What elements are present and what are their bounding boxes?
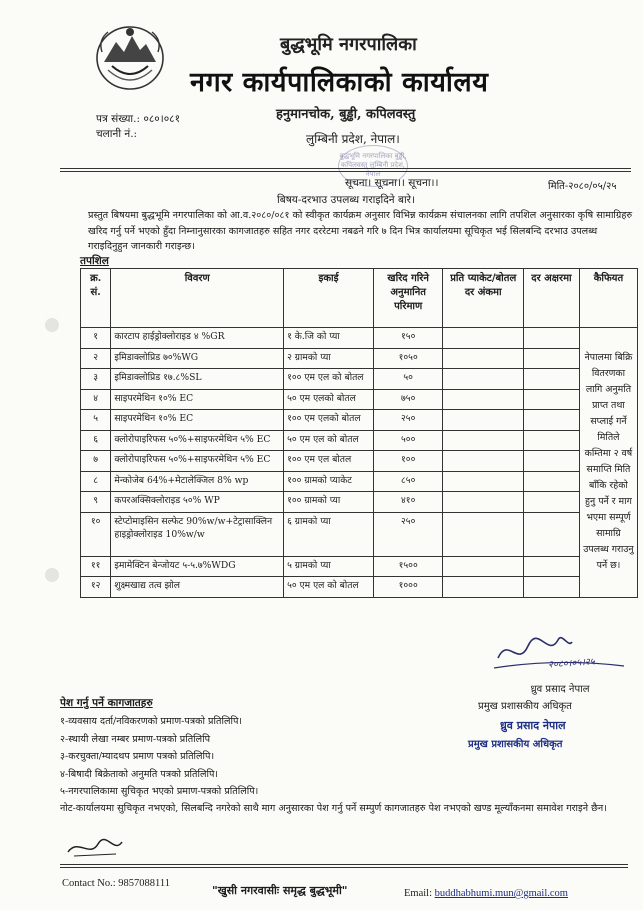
cell-description: कारटाप हाईड्रोक्लोराइड ४ %GR xyxy=(111,328,284,349)
cell-quantity: १००० xyxy=(373,577,443,598)
cell-description: इमिडाक्लोप्रिड १७.८%SL xyxy=(111,369,284,390)
list-item: ५-नगरपालिकामा सुचिकृत भएको प्रमाण-पत्रको प्रतिलिपि। xyxy=(60,786,259,797)
cell-sn: ८ xyxy=(81,471,111,492)
email-label: Email: xyxy=(404,888,432,899)
header-divider xyxy=(60,168,631,169)
cell-rate-figures xyxy=(443,389,524,410)
table-header-row xyxy=(81,269,638,328)
cell-unit: १ के.जि को प्या xyxy=(284,328,374,349)
cell-rate-words xyxy=(524,348,580,369)
table-row xyxy=(81,410,638,431)
col-quantity: खरिद गरिने अनुमानित परिमाण xyxy=(373,269,443,328)
notice-date: मिति-२०८०/०५/२५ xyxy=(548,181,617,192)
signatory-stamp-title: प्रमुख प्रशासकीय अधिकृत xyxy=(468,739,563,750)
cell-rate-words xyxy=(524,471,580,492)
province-name: लुम्बिनी प्रदेश, नेपाल। xyxy=(306,132,400,146)
table-row xyxy=(81,369,638,390)
col-description: विवरण xyxy=(111,269,284,328)
punch-hole xyxy=(45,568,59,582)
col-sn: क्र. सं. xyxy=(81,269,111,328)
cell-unit: १०० एम एलको बोतल xyxy=(284,410,374,431)
cell-rate-figures xyxy=(443,410,524,431)
cell-description: स्टेप्टोमाइसिन सल्फेट 90%w/w+टेट्रासाक्लिन हाइड्रोक्लोराइड 10%w/w xyxy=(111,512,284,556)
nepal-emblem-icon xyxy=(94,22,166,92)
signatory-title: प्रमुख प्रशासकीय अधिकृत xyxy=(478,701,572,712)
cell-rate-figures xyxy=(443,471,524,492)
col-remarks: कैफियत xyxy=(579,269,637,328)
cell-sn: ९ xyxy=(81,492,111,513)
cell-rate-words xyxy=(524,577,580,598)
documents-list xyxy=(60,713,258,801)
cell-quantity: ५० xyxy=(373,369,443,390)
cell-description: साइपरमेथिन १०% EC xyxy=(111,389,284,410)
cell-quantity: ७५० xyxy=(373,389,443,410)
cell-description: कपरअक्सिक्लोराइड ५०% WP xyxy=(111,492,284,513)
items-table xyxy=(80,268,638,598)
cell-quantity: १५०० xyxy=(373,556,443,577)
cell-remarks: नेपालमा बिक्रि वितरणका लागि अनुमति प्राप्त तथा सप्लाई गर्ने मितिले कम्तिमा २ वर्ष समाप्ति मिति बाँकि रहेको हुनु पर्ने र माग भएमा सम्पूर्ण सामाग्रि उपलब्ध गराउनु पर्ने छ। xyxy=(579,328,637,598)
cell-unit: ५० एम एल को बोतल xyxy=(284,430,374,451)
cell-description: शुक्ष्मखाद्य तत्व झोल xyxy=(111,577,284,598)
cell-quantity: ८५० xyxy=(373,471,443,492)
cell-unit: १०० ग्रामको प्याकेट xyxy=(284,471,374,492)
cell-rate-words xyxy=(524,389,580,410)
patra-sankhya: पत्र संख्या.: ०८०।०८१ xyxy=(96,113,181,125)
cell-rate-figures xyxy=(443,369,524,390)
cell-sn: ६ xyxy=(81,430,111,451)
list-item: ३-करचुक्ता/म्यादथप प्रमाण पत्रको प्रतिलिपि। xyxy=(60,751,215,762)
cell-rate-figures xyxy=(443,556,524,577)
cell-unit: ५० एम एलको बोतल xyxy=(284,389,374,410)
table-row xyxy=(81,430,638,451)
tapsil-heading: तपशिल xyxy=(80,255,109,267)
cell-rate-words xyxy=(524,410,580,431)
list-item: ४-बिषादी बिक्रेताको अनुमति पत्रको प्रतिलिपि। xyxy=(60,768,219,780)
cell-quantity: १०० xyxy=(373,451,443,472)
table-row xyxy=(81,471,638,492)
office-stamp: बुद्धभूमि नगरपालिका बुड्ढी, कपिलवस्तु लुम्बिनी प्रदेश, नेपाल xyxy=(338,145,408,187)
cell-rate-figures xyxy=(443,328,524,349)
col-rate-words: दर अक्षरमा xyxy=(524,269,580,328)
table-row xyxy=(81,348,638,369)
cell-rate-figures xyxy=(443,348,524,369)
cell-rate-words xyxy=(524,430,580,451)
table-row xyxy=(81,328,638,349)
cell-unit: १०० एम एल को बोतल xyxy=(284,369,374,390)
table-row xyxy=(81,492,638,513)
list-item: १-व्यवसाय दर्ता/नविकरणको प्रमाण-पत्रको प्रतिलिपि। xyxy=(60,716,243,727)
footer-divider xyxy=(60,864,628,865)
table-row xyxy=(81,389,638,410)
documents-note: नोट-कार्यालयमा सुचिकृत नभएको, सिलबन्दि नगरेको साथै माग अनुसारका पेश गर्नु पर्ने सम्पुर्ण कागजातहरु पेश नभएको खण्ड मूल्याँकनमा समावेश गराइने छैन। xyxy=(60,803,607,814)
email-link[interactable]: buddhabhumi.mun@gmail.com xyxy=(434,888,568,899)
cell-unit: १०० ग्रामको प्या xyxy=(284,492,374,513)
table-row xyxy=(81,556,638,577)
documents-heading: पेश गर्नु पर्ने कागजातहरु xyxy=(60,697,153,709)
cell-sn: ४ xyxy=(81,389,111,410)
footer-email xyxy=(404,888,568,899)
cell-rate-words xyxy=(524,328,580,349)
notice-body: प्रस्तुत बिषयमा बुद्धभूमि नगरपालिका को आ.व.२०८०/०८१ को स्वीकृत कार्यक्रम अनुसार विभिन्न कार्यक्रम संचालनका लागि तपशिल अनुसारका कृषि सामाग्रिहरु खरिद गर्नु पर्ने भएको हुँदा निम्नानुसारका कागजातहरु सहित नगर दररेटमा नबढने गरि ७ दिन भित्र कार्यालयमा सूचिकृत भई सिलबन्दि दरभाउ उपलब्ध गराइदिनुहुन जानकारी गराइन्छ। xyxy=(88,210,633,252)
cell-sn: ११ xyxy=(81,556,111,577)
notice-title: सूचना। सूचना।। सूचना।। xyxy=(345,177,439,189)
office-address: हनुमानचोक, बुड्ढी, कपिलवस्तु xyxy=(276,107,416,122)
cell-rate-words xyxy=(524,512,580,556)
cell-rate-words xyxy=(524,369,580,390)
table-row xyxy=(81,451,638,472)
signatory-stamp-name: ध्रुव प्रसाद नेपाल xyxy=(500,719,566,732)
contact-number: Contact No.: 9857088111 xyxy=(62,878,171,889)
cell-quantity: ५०० xyxy=(373,430,443,451)
initial-signature xyxy=(64,836,126,860)
cell-sn: १० xyxy=(81,512,111,556)
cell-quantity: १०५० xyxy=(373,348,443,369)
cell-rate-words xyxy=(524,556,580,577)
signature-date: २०८०।०५।२५ xyxy=(547,656,596,671)
office-name: नगर कार्यपालिकाको कार्यालय xyxy=(190,67,489,98)
cell-unit: २ ग्रामको प्या xyxy=(284,348,374,369)
table-row xyxy=(81,577,638,598)
cell-rate-words xyxy=(524,492,580,513)
cell-unit: ६ ग्रामको प्या xyxy=(284,512,374,556)
cell-unit: १०० एम एल बोतल xyxy=(284,451,374,472)
cell-sn: ३ xyxy=(81,369,111,390)
table-row xyxy=(81,512,638,556)
notice-subject: बिषय-दरभाउ उपलब्ध गराइदिने बारे। xyxy=(277,194,415,206)
cell-rate-figures xyxy=(443,451,524,472)
cell-unit: ५ ग्रामको प्या xyxy=(284,556,374,577)
col-rate-figures: प्रति प्याकेट/बोतल दर अंकमा xyxy=(443,269,524,328)
cell-description: क्लोरोपाइरिफस ५०%+साइफरमेथिन ५% EC xyxy=(111,451,284,472)
signature-scribble xyxy=(488,628,628,680)
cell-unit: ५० एम एल को बोतल xyxy=(284,577,374,598)
cell-rate-figures xyxy=(443,577,524,598)
signatory-name: ध्रुव प्रसाद नेपाल xyxy=(530,684,590,695)
punch-hole xyxy=(45,318,59,332)
cell-quantity: २५० xyxy=(373,410,443,431)
municipality-name: बुद्धभूमि नगरपालिका xyxy=(280,34,417,55)
cell-description: इमामेक्टिन बेन्जोयट ५-५.७%WDG xyxy=(111,556,284,577)
cell-sn: ७ xyxy=(81,451,111,472)
cell-rate-figures xyxy=(443,512,524,556)
cell-description: मेन्कोजेब 64%+मेटालेक्जिल 8% wp xyxy=(111,471,284,492)
cell-rate-words xyxy=(524,451,580,472)
cell-description: क्लोरोपाइरिफस ५०%+साइफरमेथिन ५% EC xyxy=(111,430,284,451)
footer-slogan: "खुसी नगरवासीः समृद्ध बुद्धभूमी" xyxy=(212,884,348,897)
cell-description: इमिडाक्लोप्रिड ७०%WG xyxy=(111,348,284,369)
footer-divider xyxy=(60,867,628,868)
cell-quantity: ४१० xyxy=(373,492,443,513)
header-divider xyxy=(60,171,631,172)
cell-sn: १ xyxy=(81,328,111,349)
cell-description: साइपरमेथिन १०% EC xyxy=(111,410,284,431)
cell-sn: १२ xyxy=(81,577,111,598)
cell-sn: ५ xyxy=(81,410,111,431)
list-item: २-स्थायी लेखा नम्बर प्रमाण-पत्रको प्रतिलिपि xyxy=(60,733,211,745)
cell-quantity: १५० xyxy=(373,328,443,349)
cell-quantity: २५० xyxy=(373,512,443,556)
cell-rate-figures xyxy=(443,492,524,513)
chalani-number: चलानी नं.: xyxy=(96,128,138,140)
cell-sn: २ xyxy=(81,348,111,369)
col-unit: इकाई xyxy=(284,269,374,328)
cell-rate-figures xyxy=(443,430,524,451)
